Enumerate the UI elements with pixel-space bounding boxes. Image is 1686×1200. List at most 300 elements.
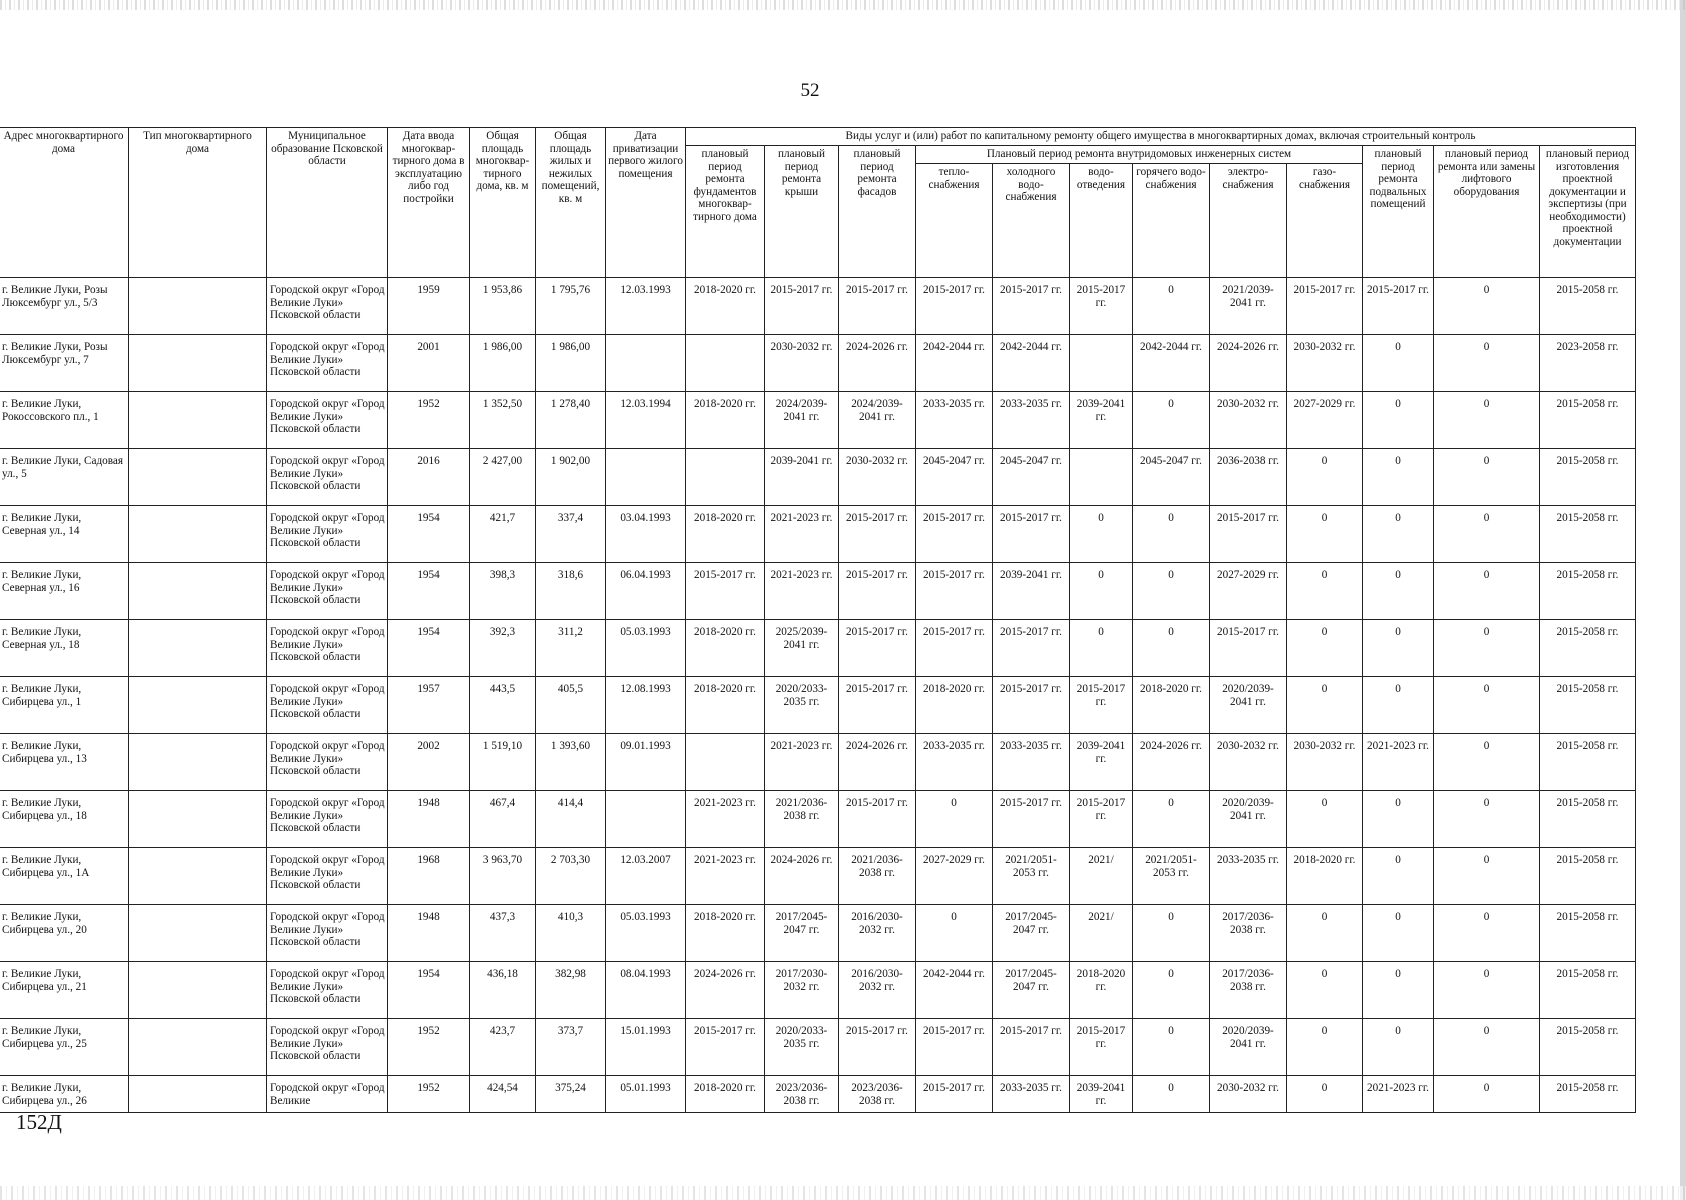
cell-total-area [470, 620, 536, 677]
cell-design [1540, 506, 1636, 563]
header-facade: плановый период ремонта фасадов [839, 146, 916, 278]
cell-design [1540, 848, 1636, 905]
cell-elevator [1434, 791, 1540, 848]
cell-text: 2017/2045-2047 гг. [775, 911, 828, 936]
cell-text: 0 [1168, 569, 1174, 581]
cell-text: 1 986,00 [482, 341, 523, 353]
cell-total-area [470, 563, 536, 620]
cell-total-area [470, 1076, 536, 1113]
cell-address [0, 962, 129, 1019]
cell-year [388, 905, 470, 962]
cell-cold-water [993, 905, 1070, 962]
header-works-group: Виды услуг и (или) работ по капитальному ремонту общего имущества в многоквартирных домах, включая строительный контроль [686, 128, 1636, 146]
cell-design [1540, 278, 1636, 335]
cell-municipality [267, 278, 388, 335]
cell-text: 0 [1483, 626, 1490, 638]
cell-priv-date [606, 962, 686, 1019]
cell-foundation [686, 791, 765, 848]
cell-basement [1363, 1076, 1434, 1113]
cell-text: 0 [1483, 797, 1490, 809]
cell-design [1540, 392, 1636, 449]
cell-text: 2015-2017 гг. [770, 284, 833, 296]
cell-text: 2021/ [1088, 911, 1114, 923]
table-row [0, 563, 1636, 620]
cell-text: Городской округ «Город Великие Луки» Псковской области [270, 683, 385, 721]
cell-text: 2021/ [1088, 854, 1114, 866]
cell-text: 2024/2039-2041 гг. [851, 398, 903, 423]
cell-text: 0 [1395, 968, 1401, 980]
cell-municipality [267, 1019, 388, 1076]
table-row [0, 1076, 1636, 1113]
cell-type [129, 962, 267, 1019]
cell-text: 2015-2017 гг. [1000, 1025, 1062, 1037]
header-hot-water: горячего водо-снабжения [1133, 164, 1210, 278]
cell-elevator [1434, 335, 1540, 392]
cell-text: 2015-2017 гг. [846, 1025, 908, 1037]
cell-gas [1287, 734, 1363, 791]
cell-text: 12.03.1993 [620, 284, 671, 296]
cell-text: 0 [1168, 626, 1174, 638]
cell-living-area [536, 1019, 606, 1076]
header-date-commission: Дата ввода многоквар-тирного дома в эксплуатацию либо год постройки [388, 128, 470, 278]
cell-year [388, 278, 470, 335]
cell-text: 2015-2058 гг. [1556, 740, 1619, 752]
cell-elevator [1434, 1076, 1540, 1113]
cell-total-area [470, 1019, 536, 1076]
cell-total-area [470, 278, 536, 335]
cell-municipality [267, 791, 388, 848]
cell-basement [1363, 962, 1434, 1019]
cell-text: 2015-2017 гг. [846, 512, 908, 524]
cell-type [129, 734, 267, 791]
cell-basement [1363, 449, 1434, 506]
cell-heat [916, 392, 993, 449]
cell-foundation [686, 278, 765, 335]
cell-text: 1948 [417, 797, 440, 809]
cell-year [388, 563, 470, 620]
cell-living-area [536, 449, 606, 506]
cell-type [129, 620, 267, 677]
cell-sewer [1070, 962, 1133, 1019]
cell-text: 3 963,70 [482, 854, 523, 866]
cell-year [388, 449, 470, 506]
cell-facade [839, 848, 916, 905]
cell-text: 03.04.1993 [620, 512, 671, 524]
table-row [0, 335, 1636, 392]
cell-text: 2024-2026 гг. [846, 740, 908, 752]
cell-basement [1363, 677, 1434, 734]
cell-text: 2021/2039-2041 гг. [1222, 284, 1274, 309]
cell-cold-water [993, 335, 1070, 392]
cell-gas [1287, 563, 1363, 620]
cell-total-area [470, 449, 536, 506]
cell-type [129, 506, 267, 563]
cell-living-area [536, 563, 606, 620]
cell-text: 09.01.1993 [620, 740, 671, 752]
cell-municipality [267, 620, 388, 677]
cell-foundation [686, 506, 765, 563]
cell-text: г. Великие Луки, Сибирцева ул., 20 [2, 911, 87, 936]
cell-text: 2015-2017 гг. [846, 626, 908, 638]
cell-roof [765, 278, 839, 335]
cell-text: 0 [1395, 683, 1401, 695]
cell-text: 2021-2023 гг. [770, 569, 833, 581]
cell-text: 08.04.1993 [620, 968, 671, 980]
cell-gas [1287, 1076, 1363, 1113]
cell-text: 1948 [417, 911, 440, 923]
cell-hot-water [1133, 449, 1210, 506]
cell-text: 2015-2017 гг. [923, 284, 985, 296]
cell-basement [1363, 905, 1434, 962]
cell-text: г. Великие Луки, Сибирцева ул., 1 [2, 683, 82, 708]
cell-design [1540, 620, 1636, 677]
cell-text: 2015-2017 гг. [923, 569, 985, 581]
cell-foundation [686, 848, 765, 905]
cell-roof [765, 677, 839, 734]
cell-text: 2024-2026 гг. [694, 968, 756, 980]
cell-text: 0 [1098, 569, 1104, 581]
cell-cold-water [993, 392, 1070, 449]
cell-priv-date [606, 335, 686, 392]
cell-text: 2015-2058 гг. [1556, 1082, 1619, 1094]
cell-text: 2020/2039-2041 гг. [1222, 1025, 1274, 1050]
cell-basement [1363, 563, 1434, 620]
cell-text: 2015-2017 гг. [1367, 284, 1429, 296]
cell-text: 1952 [417, 398, 440, 410]
cell-roof [765, 1076, 839, 1113]
cell-text: 05.03.1993 [620, 626, 671, 638]
cell-year [388, 392, 470, 449]
cell-type [129, 848, 267, 905]
cell-text: 2018-2020 гг. [1140, 683, 1202, 695]
cell-text: 2039-2041 гг. [1076, 740, 1126, 765]
cell-text: 2015-2017 гг. [694, 1025, 756, 1037]
cell-text: г. Великие Луки, Северная ул., 14 [2, 512, 82, 537]
cell-design [1540, 905, 1636, 962]
cell-text: 0 [1483, 968, 1490, 980]
cell-design [1540, 677, 1636, 734]
cell-cold-water [993, 278, 1070, 335]
cell-roof [765, 848, 839, 905]
cell-text: 2016/2030-2032 гг. [851, 968, 903, 993]
cell-roof [765, 734, 839, 791]
cell-text: 0 [1483, 569, 1490, 581]
cell-foundation [686, 335, 765, 392]
header-address: Адрес многоквартирного дома [0, 128, 129, 278]
cell-text: 0 [1395, 455, 1401, 467]
cell-total-area [470, 734, 536, 791]
cell-year [388, 791, 470, 848]
cell-foundation [686, 1076, 765, 1113]
cell-type [129, 392, 267, 449]
cell-text: 2017/2036-2038 гг. [1222, 968, 1274, 993]
cell-text: 2015-2017 гг. [1000, 797, 1062, 809]
cell-heat [916, 449, 993, 506]
cell-text: 2030-2032 гг. [1293, 740, 1356, 752]
cell-text: 2 703,30 [550, 854, 591, 866]
cell-text: 2036-2038 гг. [1217, 455, 1279, 467]
cell-design [1540, 962, 1636, 1019]
cell-gas [1287, 620, 1363, 677]
cell-address [0, 563, 129, 620]
cell-text: 1 393,60 [550, 740, 591, 752]
cell-text: 0 [1321, 1025, 1328, 1037]
header-municipality: Муниципальное образование Псковской области [267, 128, 388, 278]
footer-code: 152Д [16, 1110, 62, 1134]
cell-municipality [267, 506, 388, 563]
cell-address [0, 677, 129, 734]
cell-text: 2030-2032 гг. [770, 341, 833, 353]
cell-text: 382,98 [555, 968, 586, 980]
cell-text: 2015-2017 гг. [846, 284, 908, 296]
cell-living-area [536, 905, 606, 962]
cell-cold-water [993, 449, 1070, 506]
cell-text: 2042-2044 гг. [1140, 341, 1202, 353]
cell-municipality [267, 734, 388, 791]
cell-text: г. Великие Луки, Сибирцева ул., 21 [2, 968, 87, 993]
cell-hot-water [1133, 392, 1210, 449]
header-cold-water: холодного водо-снабжения [993, 164, 1070, 278]
cell-text: 2016 [417, 455, 440, 467]
cell-priv-date [606, 848, 686, 905]
cell-text: Городской округ «Город Великие Луки» Псковской области [270, 512, 385, 550]
cell-text: 2027-2029 гг. [923, 854, 985, 866]
cell-text: 2015-2058 гг. [1556, 569, 1619, 581]
cell-type [129, 1076, 267, 1113]
cell-elevator [1434, 392, 1540, 449]
page-number: 52 [800, 80, 820, 101]
cell-text: 12.03.1994 [620, 398, 671, 410]
table-row [0, 905, 1636, 962]
cell-priv-date [606, 392, 686, 449]
cell-priv-date [606, 563, 686, 620]
cell-text: 410,3 [557, 911, 584, 923]
header-total-area: Общая площадь многоквар-тирного дома, кв. м [470, 128, 536, 278]
cell-address [0, 506, 129, 563]
cell-text: 2045-2047 гг. [923, 455, 985, 467]
cell-address [0, 905, 129, 962]
header-electric: электро-снабжения [1210, 164, 1287, 278]
cell-municipality [267, 335, 388, 392]
cell-text: Городской округ «Город Великие Луки» Псковской области [270, 740, 385, 778]
table-body [0, 278, 1636, 1113]
cell-text: 2039-2041 гг. [1076, 398, 1126, 423]
cell-text: 0 [1168, 968, 1174, 980]
cell-heat [916, 1019, 993, 1076]
cell-year [388, 506, 470, 563]
cell-text: 0 [1098, 626, 1104, 638]
cell-electric [1210, 1076, 1287, 1113]
cell-total-area [470, 335, 536, 392]
cell-living-area [536, 677, 606, 734]
cell-text: 2015-2017 гг. [923, 1025, 985, 1037]
cell-hot-water [1133, 278, 1210, 335]
cell-address [0, 1019, 129, 1076]
cell-text: 0 [1395, 398, 1401, 410]
cell-text: 1 278,40 [550, 398, 591, 410]
cell-total-area [470, 848, 536, 905]
cell-text: 414,4 [557, 797, 584, 809]
cell-text: 1959 [417, 284, 440, 296]
cell-text: 2015-2017 гг. [923, 626, 985, 638]
cell-text: 2018-2020 гг. [694, 284, 756, 296]
cell-text: 2018-2020 гг. [694, 1082, 756, 1094]
cell-year [388, 620, 470, 677]
cell-text: 15.01.1993 [620, 1025, 671, 1037]
header-type: Тип многоквартирного дома [129, 128, 267, 278]
cell-text: 424,54 [487, 1082, 518, 1094]
cell-text: 2015-2017 гг. [1076, 284, 1126, 309]
cell-text: 2027-2029 гг. [1217, 569, 1279, 581]
cell-sewer [1070, 1076, 1133, 1113]
cell-priv-date [606, 791, 686, 848]
cell-living-area [536, 506, 606, 563]
cell-living-area [536, 962, 606, 1019]
cell-electric [1210, 848, 1287, 905]
cell-living-area [536, 734, 606, 791]
cell-text: 2033-2035 гг. [1000, 398, 1062, 410]
header-sewer: водо-отведения [1070, 164, 1133, 278]
cell-text: 2015-2058 гг. [1556, 854, 1619, 866]
cell-heat [916, 506, 993, 563]
cell-text: г. Великие Луки, Сибирцева ул., 18 [2, 797, 87, 822]
cell-design [1540, 1076, 1636, 1113]
cell-sewer [1070, 620, 1133, 677]
cell-text: 2021-2023 гг. [1367, 740, 1429, 752]
cell-text: 06.04.1993 [620, 569, 671, 581]
cell-type [129, 905, 267, 962]
cell-basement [1363, 278, 1434, 335]
cell-gas [1287, 848, 1363, 905]
cell-text: 2045-2047 гг. [1000, 455, 1062, 467]
cell-basement [1363, 848, 1434, 905]
cell-electric [1210, 506, 1287, 563]
cell-text: 2021-2023 гг. [1367, 1082, 1429, 1094]
cell-text: 2015-2058 гг. [1556, 1025, 1619, 1037]
table-row [0, 848, 1636, 905]
cell-facade [839, 449, 916, 506]
cell-facade [839, 1019, 916, 1076]
header-heat: тепло-снабжения [916, 164, 993, 278]
cell-address [0, 449, 129, 506]
cell-text: 2033-2035 гг. [1000, 740, 1062, 752]
cell-text: 0 [1395, 512, 1401, 524]
cell-text: 2015-2017 гг. [923, 1082, 985, 1094]
cell-priv-date [606, 449, 686, 506]
cell-hot-water [1133, 563, 1210, 620]
cell-electric [1210, 278, 1287, 335]
cell-text: 2015-2017 гг. [846, 683, 908, 695]
cell-text: 467,4 [489, 797, 516, 809]
cell-sewer [1070, 449, 1133, 506]
cell-cold-water [993, 563, 1070, 620]
cell-cold-water [993, 848, 1070, 905]
table-row [0, 506, 1636, 563]
header-roof: плановый период ремонта крыши [765, 146, 839, 278]
cell-text: 0 [1395, 854, 1401, 866]
cell-year [388, 962, 470, 1019]
cell-type [129, 563, 267, 620]
cell-text: 2015-2017 гг. [1000, 683, 1062, 695]
cell-electric [1210, 677, 1287, 734]
cell-text: 2039-2041 гг. [770, 455, 833, 467]
cell-text: г. Великие Луки, Розы Люксембург ул., 7 [2, 341, 108, 366]
scan-edge-right [1680, 0, 1686, 1200]
cell-hot-water [1133, 905, 1210, 962]
cell-text: 2015-2058 гг. [1556, 284, 1619, 296]
cell-text: г. Великие Луки, Сибирцева ул., 1А [2, 854, 90, 879]
cell-text: 2030-2032 гг. [1217, 1082, 1279, 1094]
cell-municipality [267, 563, 388, 620]
cell-priv-date [606, 278, 686, 335]
cell-text: 2017/2030-2032 гг. [775, 968, 828, 993]
cell-roof [765, 905, 839, 962]
cell-text: 337,4 [557, 512, 584, 524]
cell-address [0, 734, 129, 791]
cell-hot-water [1133, 1019, 1210, 1076]
cell-text: 0 [1321, 968, 1328, 980]
cell-sewer [1070, 848, 1133, 905]
cell-sewer [1070, 905, 1133, 962]
cell-elevator [1434, 449, 1540, 506]
cell-text: 0 [1168, 1025, 1174, 1037]
cell-text: 436,18 [487, 968, 518, 980]
cell-text: 0 [1483, 512, 1490, 524]
cell-electric [1210, 392, 1287, 449]
cell-text: 2015-2058 гг. [1556, 797, 1619, 809]
cell-municipality [267, 848, 388, 905]
header-systems-group: Плановый период ремонта внутридомовых инженерных систем [916, 146, 1363, 164]
cell-municipality [267, 449, 388, 506]
cell-facade [839, 905, 916, 962]
cell-text: 2015-2017 гг. [1076, 797, 1126, 822]
cell-roof [765, 620, 839, 677]
cell-text: 0 [1483, 284, 1490, 296]
cell-sewer [1070, 734, 1133, 791]
cell-elevator [1434, 905, 1540, 962]
cell-text: 2 427,00 [482, 455, 523, 467]
cell-gas [1287, 506, 1363, 563]
cell-sewer [1070, 791, 1133, 848]
cell-facade [839, 677, 916, 734]
cell-text: 2018-2020 гг. [1076, 968, 1126, 993]
cell-text: 2015-2017 гг. [1076, 1025, 1126, 1050]
cell-elevator [1434, 848, 1540, 905]
cell-text: Городской округ «Город Великие Луки» Псковской области [270, 455, 385, 493]
cell-municipality [267, 962, 388, 1019]
cell-text: 2017/2036-2038 гг. [1222, 911, 1274, 936]
cell-text: 2045-2047 гг. [1140, 455, 1202, 467]
cell-text: г. Великие Луки, Сибирцева ул., 26 [2, 1082, 87, 1107]
cell-text: 0 [1321, 1082, 1328, 1094]
cell-priv-date [606, 734, 686, 791]
cell-text: 2021-2023 гг. [694, 797, 756, 809]
cell-electric [1210, 449, 1287, 506]
cell-text: 1968 [417, 854, 440, 866]
cell-text: 2018-2020 гг. [1293, 854, 1356, 866]
cell-cold-water [993, 791, 1070, 848]
cell-total-area [470, 905, 536, 962]
cell-total-area [470, 962, 536, 1019]
scan-edge-top [0, 0, 1686, 10]
cell-text: 05.03.1993 [620, 911, 671, 923]
cell-text: 0 [1168, 512, 1174, 524]
cell-sewer [1070, 392, 1133, 449]
cell-gas [1287, 677, 1363, 734]
cell-text: 2018-2020 гг. [694, 626, 756, 638]
capital-repair-table [0, 127, 1636, 1113]
cell-text: 443,5 [489, 683, 516, 695]
